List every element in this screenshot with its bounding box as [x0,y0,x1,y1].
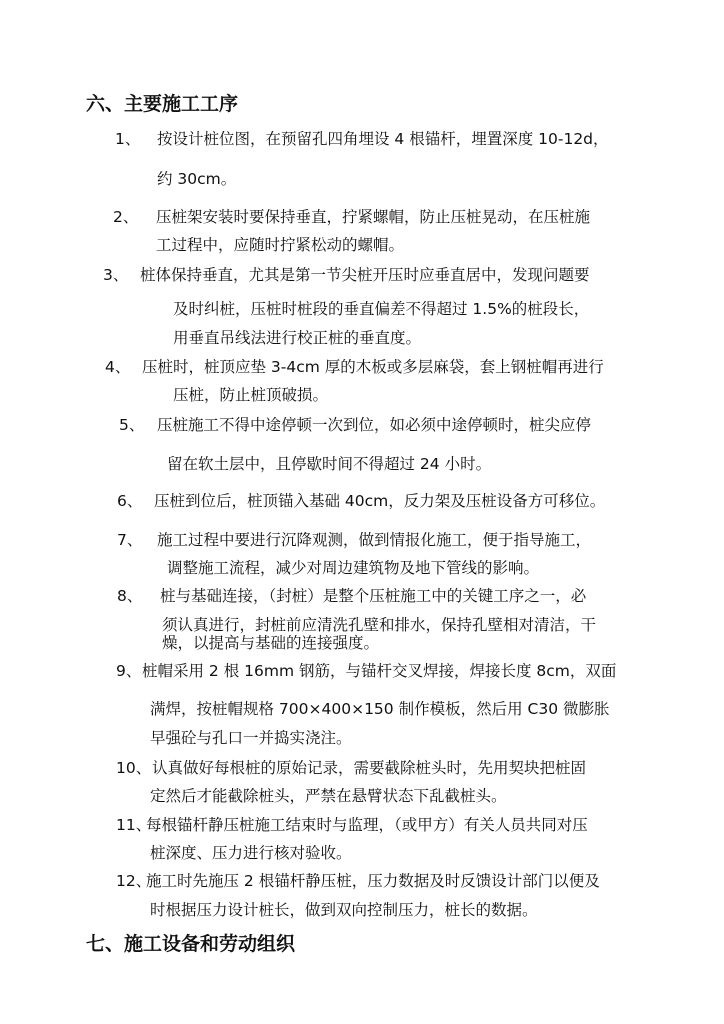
item-10-line-1: 认真做好每根桩的原始记录，需要截除桩头时，先用契块把桩固 [152,759,587,777]
item-3-line-3: 用垂直吊线法进行校正桩的垂直度。 [173,329,422,347]
item-12-number: 12、 [116,872,152,890]
item-11-number: 11、 [116,816,152,834]
item-9-number: 9、 [116,662,142,680]
item-4-number: 4、 [105,358,131,376]
item-6-line-1: 压桩到位后，桩顶锚入基础 40cm，反力架及压桩设备方可移位。 [154,492,606,510]
item-8-line-2: 须认真进行，封桩前应清洗孔壁和排水，保持孔壁相对清洁，干 [162,616,597,634]
item-6-number: 6、 [117,492,143,510]
item-3-line-1: 桩体保持垂直，尤其是第一节尖桩开压时应垂直居中，发现问题要 [140,266,590,284]
item-8-number: 8、 [117,587,143,605]
section-heading-7: 七、施工设备和劳动组织 [86,933,296,955]
item-7-line-2: 调整施工流程，减少对周边建筑物及地下管线的影响。 [167,559,540,577]
item-1-line-2: 约 30cm。 [157,170,237,188]
item-1-number: 1、 [115,130,141,148]
item-11-line-2: 桩深度、压力进行核对验收。 [150,844,352,862]
item-4-line-2: 压桩，防止桩顶破损。 [173,386,329,404]
item-9-line-2: 满焊，按桩帽规格 700×400×150 制作模板，然后用 C30 微膨胀 [150,700,610,718]
item-1-line-1: 按设计桩位图，在预留孔四角埋设 4 根锚杆，埋置深度 10-12d， [157,130,609,148]
item-5-line-2: 留在软土层中，且停歇时间不得超过 24 小时。 [167,455,492,473]
item-7-number: 7、 [117,531,143,549]
item-9-line-1: 桩帽采用 2 根 16mm 钢筋，与锚杆交叉焊接，焊接长度 8cm，双面 [142,662,617,680]
item-2-number: 2、 [113,208,139,226]
item-12-line-1: 施工时先施压 2 根锚杆静压桩，压力数据及时反馈设计部门以便及 [146,872,600,890]
item-12-line-2: 时根据压力设计桩长，做到双向控制压力，桩长的数据。 [150,901,538,919]
item-2-line-2: 工过程中，应随时拧紧松动的螺帽。 [156,236,405,254]
item-9-line-3: 早强砼与孔口一并捣实浇注。 [150,729,352,747]
item-5-line-1: 压桩施工不得中途停顿一次到位，如必须中途停顿时，桩尖应停 [157,416,592,434]
item-10-line-2: 定然后才能截除桩头，严禁在悬臂状态下乱截桩头。 [150,787,507,805]
item-3-number: 3、 [103,266,129,284]
item-8-line-3: 燥，以提高与基础的连接强度。 [162,634,380,652]
item-10-number: 10、 [116,759,152,777]
item-3-line-2: 及时纠桩，压桩时桩段的垂直偏差不得超过 1.5%的桩段长， [173,300,590,318]
item-7-line-1: 施工过程中要进行沉降观测，做到情报化施工，便于指导施工， [157,531,592,549]
item-11-line-1: 每根锚杆静压桩施工结束时与监理，（或甲方）有关人员共同对压 [146,816,588,834]
item-4-line-1: 压桩时，桩顶应垫 3-4cm 厚的木板或多层麻袋，套上钢桩帽再进行 [142,358,604,376]
item-2-line-1: 压桩架安装时要保持垂直，拧紧螺帽，防止压桩晃动，在压桩施 [156,208,591,226]
item-5-number: 5、 [119,416,145,434]
item-8-line-1: 桩与基础连接，（封桩）是整个压桩施工中的关键工序之一，必 [160,587,587,605]
section-heading-6: 六、主要施工工序 [86,93,239,115]
